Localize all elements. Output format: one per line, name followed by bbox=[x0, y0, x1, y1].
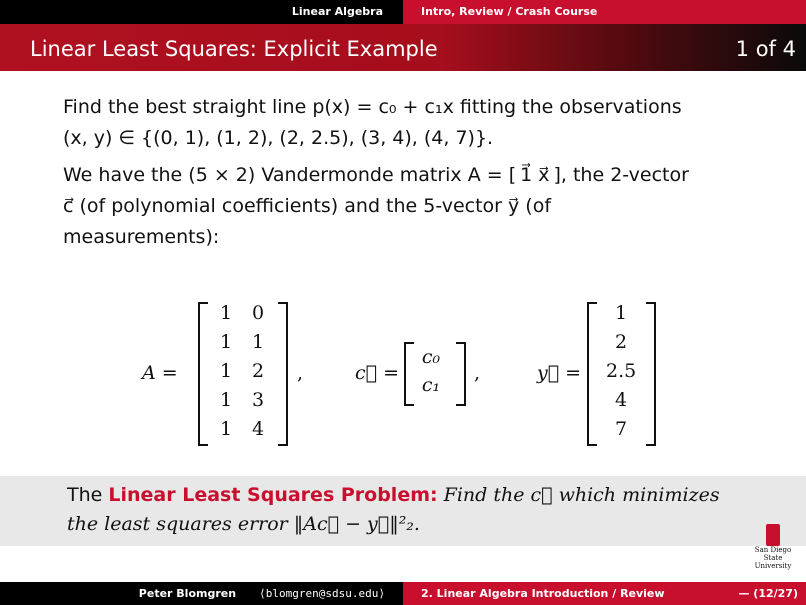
matrix-a-cell: 4 bbox=[251, 418, 265, 440]
vector-y-label: y⃗ = bbox=[537, 362, 582, 384]
logo-line-1: San Diego State bbox=[754, 546, 792, 562]
header-subsection-link[interactable]: Intro, Review / Crash Course bbox=[421, 5, 598, 18]
matrix-a-right-bracket bbox=[278, 302, 288, 446]
text-line-3b: 1⃗ x⃗ bbox=[520, 164, 550, 186]
frame-page-number: 1 of 4 bbox=[735, 37, 796, 61]
header-bar bbox=[0, 0, 806, 24]
vector-c-right-bracket bbox=[456, 342, 466, 406]
matrix-a-cell: 0 bbox=[251, 302, 265, 324]
matrix-a-cell: 1 bbox=[251, 331, 265, 353]
matrix-a-label: A = bbox=[142, 362, 178, 384]
header-left bbox=[0, 0, 403, 24]
text-line-5: measurements): bbox=[63, 226, 220, 248]
vector-y-cell: 2.5 bbox=[606, 360, 637, 382]
matrix-a-cell: 1 bbox=[219, 389, 233, 411]
matrix-a-cell: 1 bbox=[219, 418, 233, 440]
footer-section-link[interactable]: 2. Linear Algebra Introduction / Review bbox=[421, 587, 665, 600]
text-line-2: (x, y) ∈ {(0, 1), (1, 2), (2, 2.5), (3, 4), (4, 7)}. bbox=[63, 127, 494, 149]
vector-c-separator: , bbox=[474, 362, 481, 384]
header-section-link[interactable]: Linear Algebra bbox=[291, 5, 383, 18]
university-logo bbox=[748, 524, 798, 576]
matrix-a-cell: 1 bbox=[219, 360, 233, 382]
matrix-a-cell: 2 bbox=[251, 360, 265, 382]
matrix-a-cell: 1 bbox=[219, 302, 233, 324]
definition-rest-1: Find the c⃗ which minimizes bbox=[437, 484, 720, 506]
footer-slide-number[interactable]: — (12/27) bbox=[738, 587, 798, 600]
definition-box bbox=[0, 476, 806, 546]
slide-body bbox=[63, 92, 763, 253]
logo-line-2: University bbox=[754, 562, 792, 570]
footer-author[interactable]: Peter Blomgren bbox=[138, 587, 237, 600]
matrix-a-cell: 3 bbox=[251, 389, 265, 411]
frame-title-bar bbox=[0, 24, 806, 71]
definition-prefix: The bbox=[67, 484, 109, 506]
footer-left bbox=[0, 582, 403, 605]
text-line-3 bbox=[63, 160, 763, 191]
matrix-a-separator: , bbox=[297, 362, 304, 384]
footer-email[interactable]: ⟨blomgren@sdsu.edu⟩ bbox=[259, 587, 385, 600]
vector-y-right-bracket bbox=[646, 302, 656, 446]
university-logo-icon bbox=[766, 524, 780, 546]
vector-y-cell: 7 bbox=[614, 418, 628, 440]
vector-c-label: c⃗ = bbox=[355, 362, 400, 384]
text-line-1: Find the best straight line p(x) = c₀ + c₁x fitting the observations bbox=[63, 96, 682, 118]
matrix-a-cell: 1 bbox=[219, 331, 233, 353]
definition-highlight: Linear Least Squares Problem: bbox=[108, 484, 438, 506]
vector-c-cell: c₀ bbox=[421, 346, 441, 368]
vector-y-cell: 2 bbox=[614, 331, 628, 353]
vector-c-cell: c₁ bbox=[421, 374, 441, 396]
footer-right bbox=[403, 582, 806, 605]
text-line-4: c⃗ (of polynomial coefficients) and the 5-vector y⃗ (of bbox=[63, 195, 552, 217]
vector-y-cell: 4 bbox=[614, 389, 628, 411]
header-right bbox=[403, 0, 806, 24]
text-line-3c: ], the 2-vector bbox=[553, 164, 689, 186]
vector-y-cell: 1 bbox=[614, 302, 628, 324]
definition-rest-2: the least squares error ‖Ac⃗ − y⃗‖²₂. bbox=[67, 513, 420, 535]
vector-y-left-bracket bbox=[587, 302, 597, 446]
frame-title: Linear Least Squares: Explicit Example bbox=[30, 37, 438, 61]
definition-text bbox=[67, 481, 767, 539]
vector-c-left-bracket bbox=[404, 342, 414, 406]
matrix-a-left-bracket bbox=[198, 302, 208, 446]
matrix-equations bbox=[0, 296, 806, 456]
text-line-3a: We have the (5 × 2) Vandermonde matrix A = [ bbox=[63, 164, 517, 186]
footer-bar bbox=[0, 582, 806, 605]
